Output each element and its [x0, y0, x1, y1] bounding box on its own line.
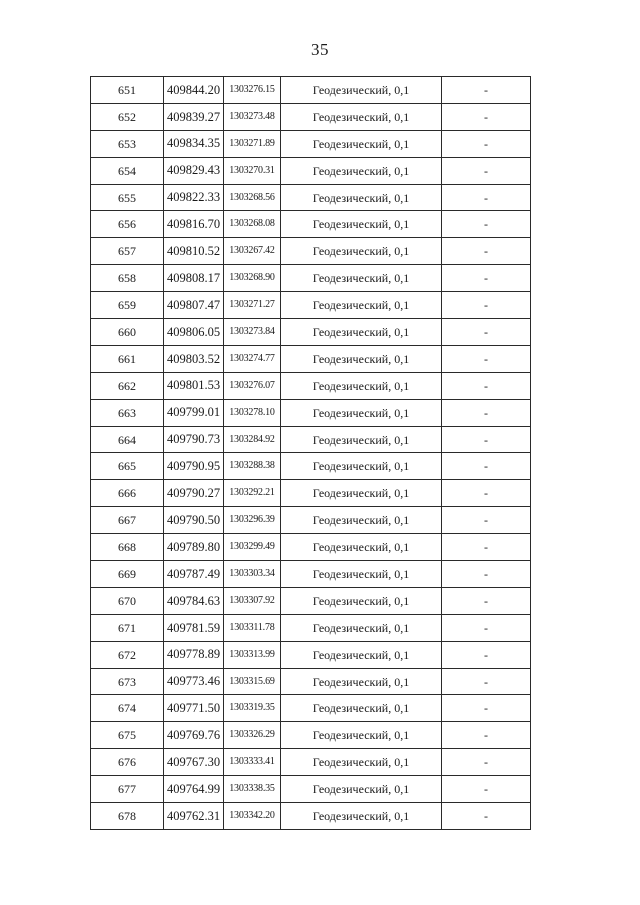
coordinate-y-cell: 1303299.49 — [224, 534, 281, 561]
method-accuracy-cell: Геодезический, 0,1 — [281, 372, 442, 399]
point-number-cell: 674 — [91, 695, 164, 722]
coordinate-x-cell: 409790.95 — [164, 453, 224, 480]
coordinate-x-cell: 409801.53 — [164, 372, 224, 399]
point-number-cell: 662 — [91, 372, 164, 399]
table-row — [91, 587, 531, 614]
coordinate-y-cell: 1303311.78 — [224, 614, 281, 641]
point-number-cell: 659 — [91, 292, 164, 319]
point-number-cell: 672 — [91, 641, 164, 668]
coordinate-y-cell: 1303278.10 — [224, 399, 281, 426]
coordinate-y-cell: 1303342.20 — [224, 803, 281, 830]
coordinate-x-cell: 409816.70 — [164, 211, 224, 238]
coordinate-y-cell: 1303267.42 — [224, 238, 281, 265]
coordinate-y-cell: 1303292.21 — [224, 480, 281, 507]
table-row — [91, 668, 531, 695]
point-description-cell: - — [442, 399, 531, 426]
table-row — [91, 480, 531, 507]
coordinate-y-cell: 1303313.99 — [224, 641, 281, 668]
table-row — [91, 641, 531, 668]
method-accuracy-cell: Геодезический, 0,1 — [281, 345, 442, 372]
coordinate-y-cell: 1303307.92 — [224, 587, 281, 614]
table-row — [91, 103, 531, 130]
coordinate-x-cell: 409764.99 — [164, 776, 224, 803]
coordinate-y-cell: 1303271.27 — [224, 292, 281, 319]
point-number-cell: 668 — [91, 534, 164, 561]
method-accuracy-cell: Геодезический, 0,1 — [281, 803, 442, 830]
coordinate-y-cell: 1303270.31 — [224, 157, 281, 184]
point-number-cell: 663 — [91, 399, 164, 426]
method-accuracy-cell: Геодезический, 0,1 — [281, 319, 442, 346]
method-accuracy-cell: Геодезический, 0,1 — [281, 292, 442, 319]
point-description-cell: - — [442, 587, 531, 614]
coordinate-x-cell: 409789.80 — [164, 534, 224, 561]
point-description-cell: - — [442, 211, 531, 238]
table-row — [91, 695, 531, 722]
coordinate-x-cell: 409790.73 — [164, 426, 224, 453]
point-number-cell: 653 — [91, 130, 164, 157]
table-row — [91, 534, 531, 561]
coordinate-y-cell: 1303288.38 — [224, 453, 281, 480]
method-accuracy-cell: Геодезический, 0,1 — [281, 534, 442, 561]
coordinate-y-cell: 1303268.08 — [224, 211, 281, 238]
point-number-cell: 654 — [91, 157, 164, 184]
coordinate-y-cell: 1303338.35 — [224, 776, 281, 803]
point-description-cell: - — [442, 776, 531, 803]
point-description-cell: - — [442, 722, 531, 749]
table-row — [91, 749, 531, 776]
point-description-cell: - — [442, 265, 531, 292]
point-description-cell: - — [442, 345, 531, 372]
coordinate-x-cell: 409844.20 — [164, 77, 224, 104]
point-description-cell: - — [442, 561, 531, 588]
method-accuracy-cell: Геодезический, 0,1 — [281, 614, 442, 641]
point-number-cell: 678 — [91, 803, 164, 830]
coordinate-x-cell: 409799.01 — [164, 399, 224, 426]
method-accuracy-cell: Геодезический, 0,1 — [281, 776, 442, 803]
table-row — [91, 776, 531, 803]
coordinate-y-cell: 1303319.35 — [224, 695, 281, 722]
coordinate-x-cell: 409803.52 — [164, 345, 224, 372]
table-row — [91, 399, 531, 426]
coordinate-y-cell: 1303276.07 — [224, 372, 281, 399]
method-accuracy-cell: Геодезический, 0,1 — [281, 130, 442, 157]
coordinate-y-cell: 1303271.89 — [224, 130, 281, 157]
point-number-cell: 651 — [91, 77, 164, 104]
point-description-cell: - — [442, 292, 531, 319]
table-row — [91, 292, 531, 319]
coordinate-y-cell: 1303303.34 — [224, 561, 281, 588]
coordinate-x-cell: 409790.50 — [164, 507, 224, 534]
method-accuracy-cell: Геодезический, 0,1 — [281, 507, 442, 534]
point-number-cell: 658 — [91, 265, 164, 292]
method-accuracy-cell: Геодезический, 0,1 — [281, 587, 442, 614]
table-row — [91, 561, 531, 588]
coordinate-y-cell: 1303273.48 — [224, 103, 281, 130]
method-accuracy-cell: Геодезический, 0,1 — [281, 399, 442, 426]
point-number-cell: 664 — [91, 426, 164, 453]
point-description-cell: - — [442, 372, 531, 399]
point-description-cell: - — [442, 534, 531, 561]
coordinates-table-body — [91, 77, 531, 830]
method-accuracy-cell: Геодезический, 0,1 — [281, 453, 442, 480]
coordinate-x-cell: 409790.27 — [164, 480, 224, 507]
point-number-cell: 657 — [91, 238, 164, 265]
point-description-cell: - — [442, 103, 531, 130]
method-accuracy-cell: Геодезический, 0,1 — [281, 668, 442, 695]
point-description-cell: - — [442, 668, 531, 695]
point-number-cell: 661 — [91, 345, 164, 372]
table-row — [91, 130, 531, 157]
table-row — [91, 507, 531, 534]
point-description-cell: - — [442, 507, 531, 534]
coordinate-y-cell: 1303315.69 — [224, 668, 281, 695]
coordinates-table — [90, 76, 531, 830]
point-number-cell: 655 — [91, 184, 164, 211]
point-number-cell: 665 — [91, 453, 164, 480]
coordinate-x-cell: 409773.46 — [164, 668, 224, 695]
table-row — [91, 211, 531, 238]
point-number-cell: 677 — [91, 776, 164, 803]
coordinate-x-cell: 409771.50 — [164, 695, 224, 722]
table-row — [91, 238, 531, 265]
coordinate-x-cell: 409781.59 — [164, 614, 224, 641]
coordinate-x-cell: 409767.30 — [164, 749, 224, 776]
method-accuracy-cell: Геодезический, 0,1 — [281, 238, 442, 265]
coordinate-x-cell: 409834.35 — [164, 130, 224, 157]
point-number-cell: 667 — [91, 507, 164, 534]
method-accuracy-cell: Геодезический, 0,1 — [281, 749, 442, 776]
table-row — [91, 319, 531, 346]
coordinate-y-cell: 1303284.92 — [224, 426, 281, 453]
table-row — [91, 345, 531, 372]
page-number: 35 — [311, 40, 329, 59]
point-number-cell: 670 — [91, 587, 164, 614]
coordinate-x-cell: 409787.49 — [164, 561, 224, 588]
coordinate-x-cell: 409839.27 — [164, 103, 224, 130]
coordinate-y-cell: 1303296.39 — [224, 507, 281, 534]
table-row — [91, 265, 531, 292]
table-row — [91, 453, 531, 480]
point-number-cell: 671 — [91, 614, 164, 641]
method-accuracy-cell: Геодезический, 0,1 — [281, 211, 442, 238]
coordinate-x-cell: 409762.31 — [164, 803, 224, 830]
point-description-cell: - — [442, 695, 531, 722]
coordinate-y-cell: 1303268.56 — [224, 184, 281, 211]
table-row — [91, 157, 531, 184]
method-accuracy-cell: Геодезический, 0,1 — [281, 641, 442, 668]
point-number-cell: 669 — [91, 561, 164, 588]
point-number-cell: 673 — [91, 668, 164, 695]
point-description-cell: - — [442, 749, 531, 776]
coordinate-y-cell: 1303268.90 — [224, 265, 281, 292]
point-number-cell: 666 — [91, 480, 164, 507]
point-description-cell: - — [442, 641, 531, 668]
coordinate-x-cell: 409778.89 — [164, 641, 224, 668]
method-accuracy-cell: Геодезический, 0,1 — [281, 265, 442, 292]
method-accuracy-cell: Геодезический, 0,1 — [281, 695, 442, 722]
method-accuracy-cell: Геодезический, 0,1 — [281, 184, 442, 211]
coordinate-x-cell: 409810.52 — [164, 238, 224, 265]
point-description-cell: - — [442, 130, 531, 157]
point-number-cell: 660 — [91, 319, 164, 346]
coordinate-y-cell: 1303326.29 — [224, 722, 281, 749]
method-accuracy-cell: Геодезический, 0,1 — [281, 157, 442, 184]
coordinate-x-cell: 409784.63 — [164, 587, 224, 614]
point-number-cell: 675 — [91, 722, 164, 749]
point-number-cell: 676 — [91, 749, 164, 776]
method-accuracy-cell: Геодезический, 0,1 — [281, 561, 442, 588]
point-description-cell: - — [442, 453, 531, 480]
table-row — [91, 426, 531, 453]
coordinate-x-cell: 409808.17 — [164, 265, 224, 292]
coordinate-x-cell: 409829.43 — [164, 157, 224, 184]
point-description-cell: - — [442, 184, 531, 211]
coordinate-x-cell: 409822.33 — [164, 184, 224, 211]
coordinate-y-cell: 1303333.41 — [224, 749, 281, 776]
point-description-cell: - — [442, 426, 531, 453]
point-description-cell: - — [442, 480, 531, 507]
point-description-cell: - — [442, 238, 531, 265]
coordinate-x-cell: 409769.76 — [164, 722, 224, 749]
coordinate-x-cell: 409807.47 — [164, 292, 224, 319]
point-description-cell: - — [442, 157, 531, 184]
table-row — [91, 184, 531, 211]
method-accuracy-cell: Геодезический, 0,1 — [281, 426, 442, 453]
coordinate-x-cell: 409806.05 — [164, 319, 224, 346]
coordinate-y-cell: 1303274.77 — [224, 345, 281, 372]
point-description-cell: - — [442, 803, 531, 830]
point-description-cell: - — [442, 77, 531, 104]
method-accuracy-cell: Геодезический, 0,1 — [281, 722, 442, 749]
table-row — [91, 803, 531, 830]
method-accuracy-cell: Геодезический, 0,1 — [281, 77, 442, 104]
table-row — [91, 77, 531, 104]
coordinate-y-cell: 1303273.84 — [224, 319, 281, 346]
point-description-cell: - — [442, 614, 531, 641]
method-accuracy-cell: Геодезический, 0,1 — [281, 480, 442, 507]
coordinate-y-cell: 1303276.15 — [224, 77, 281, 104]
point-number-cell: 652 — [91, 103, 164, 130]
table-row — [91, 722, 531, 749]
table-row — [91, 372, 531, 399]
table-row — [91, 614, 531, 641]
point-number-cell: 656 — [91, 211, 164, 238]
method-accuracy-cell: Геодезический, 0,1 — [281, 103, 442, 130]
point-description-cell: - — [442, 319, 531, 346]
